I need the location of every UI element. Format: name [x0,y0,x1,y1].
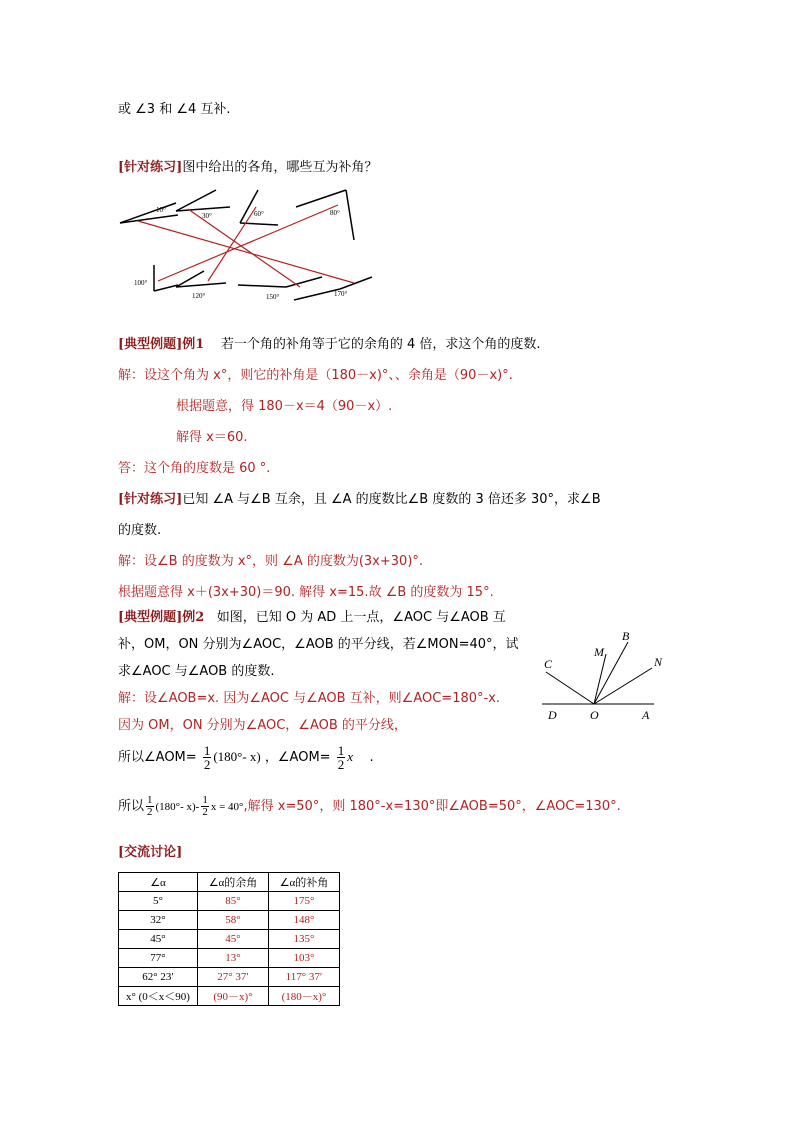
sol4-prefix: 所以 [118,799,145,814]
practice2-line2: 的度数. [118,523,162,538]
sol4-expr1: (180°- x)- [155,801,200,813]
practice2-sol1: 解：设∠B 的度数为 x°，则 ∠A 的度数为(3x+30)°. [118,554,424,569]
point-C: C [544,657,553,671]
practice1 [118,156,377,175]
point-M: M [594,645,604,659]
point-D: D [548,708,557,722]
practice1-text: 图中给出的各角，哪些互为补角？ [182,160,378,175]
pair-60-120 [208,207,256,281]
header-complement: ∠α的余角 [198,873,269,892]
example2-line3: 求∠AOC 与∠AOB 的度数. [118,664,275,679]
table-row [119,911,340,930]
ray-ON [594,668,652,704]
angle-80-ray2 [346,190,354,240]
cell-supplement: 175° [269,892,340,911]
fraction-half: $\frac{1}{2}$ [147,794,153,818]
cell-supplement: (180－x)° [269,987,340,1006]
label-60: 60° [254,210,264,218]
angle-10-ray2 [120,215,178,223]
table-row [119,930,340,949]
cell-supplement: 135° [269,930,340,949]
cell-complement: 45° [198,930,269,949]
point-B: B [622,629,630,643]
label-120: 120° [192,292,206,300]
ray-OM [594,654,606,704]
angle-30-ray1 [176,207,230,211]
example1-answer: 答：这个角的度数是 60 °. [118,461,271,476]
example2-sol1: 解：设∠AOB=x. 因为∠AOC 与∠AOB 互补，则∠AOC=180°-x. [118,691,501,706]
angle-figure [118,185,378,310]
header-supplement: ∠α的补角 [269,873,340,892]
label-80: 80° [330,209,340,217]
example2-text1: 如图，已知 O 为 AD 上一点，∠AOC 与∠AOB 互 [216,610,506,625]
cell-supplement: 117° 37′ [269,968,340,987]
geometry-figure [538,628,670,726]
cell-complement: 27° 37′ [198,968,269,987]
angle-table [118,872,340,1006]
example1-question [118,333,541,352]
example2-line1 [118,606,506,625]
angle-100-ray2 [154,285,178,291]
label-150: 150° [266,293,280,301]
angle-150-ray2 [286,277,322,287]
practice1-tag: [针对练习] [118,160,183,175]
fraction-half: $\frac{1}{2}$ [337,743,345,772]
sol3-end: . [369,750,374,765]
cell-alpha: 77° [119,949,198,968]
cell-supplement: 103° [269,949,340,968]
cell-alpha: 45° [119,930,198,949]
example1-sol2: 根据题意，得 180－x＝4（90－x）. [176,399,393,414]
cell-complement: 58° [198,911,269,930]
example2-tag: [典型例题]例2 [118,610,205,625]
table-row [119,968,340,987]
example2-sol2: 因为 OM，ON 分别为∠AOC，∠AOB 的平分线， [118,718,407,733]
cell-complement: 13° [198,949,269,968]
sol3-expr2: x [347,749,353,764]
fraction-half: $\frac{1}{2}$ [202,794,208,818]
practice2-line1 [118,488,601,507]
pair-80-100 [158,205,338,281]
pair-10-170 [138,221,354,283]
sol3-prefix: 所以∠AOM= [118,750,197,765]
label-30: 30° [202,212,212,220]
example1-text: 若一个角的补角等于它的余角的 4 倍，求这个角的度数. [220,337,541,352]
fraction-half: $\frac{1}{2}$ [203,743,211,772]
table-row [119,987,340,1006]
example1-sol1: 解：设这个角为 x°，则它的补角是（180－x)°、、余角是（90－x)°. [118,368,513,383]
example2-line2: 补，OM，ON 分别为∠AOC，∠AOB 的平分线，若∠MON=40°，试 [118,637,519,652]
practice2-tag: [针对练习] [118,492,183,507]
example1-sol3: 解得 x＝60. [176,430,248,445]
discussion-tag: [交流讨论] [118,845,183,860]
label-100: 100° [134,279,148,287]
point-O: O [590,708,599,722]
point-A: A [642,708,650,722]
sol3-expr1: (180°- x) [213,749,261,764]
practice2-text1: 已知 ∠A 与∠B 互余，且 ∠A 的度数比∠B 度数的 3 倍还多 30°，求∠B [182,492,601,507]
sol4-result: ,解得 x=50°，则 180°-x=130°即∠AOB=50°，∠AOC=130°. [243,799,621,814]
angle-10-ray1 [120,203,176,223]
line-intro: 或 ∠3 和 ∠4 互补. [118,102,231,117]
table-header [119,873,340,892]
example2-sol3 [118,744,374,771]
angle-80-ray1 [296,190,346,207]
label-10: 10° [156,206,166,214]
label-170: 170° [334,290,348,298]
pair-30-150 [188,209,300,287]
cell-complement: (90－x)° [198,987,269,1006]
example2-sol4 [118,795,621,818]
header-alpha: ∠α [119,873,198,892]
table-row [119,892,340,911]
example1-tag: [典型例题]例1 [118,337,205,352]
sol4-expr2: x = 40° [210,801,244,813]
cell-alpha: 32° [119,911,198,930]
cell-supplement: 148° [269,911,340,930]
practice2-sol2: 根据题意得 x＋(3x+30)＝90. 解得 x=15.故 ∠B 的度数为 15°. [118,585,494,600]
ray-OC [546,672,594,704]
point-N: N [654,655,663,669]
sol3-mid: ，∠AOM= [264,750,331,765]
angle-120-ray1 [176,283,226,287]
angle-170-ray2 [340,277,372,289]
cell-alpha: 5° [119,892,198,911]
cell-complement: 85° [198,892,269,911]
table-row [119,949,340,968]
cell-alpha: 62° 23′ [119,968,198,987]
cell-alpha: x° (0＜x＜90) [119,987,198,1006]
angle-150-ray1 [238,285,286,287]
